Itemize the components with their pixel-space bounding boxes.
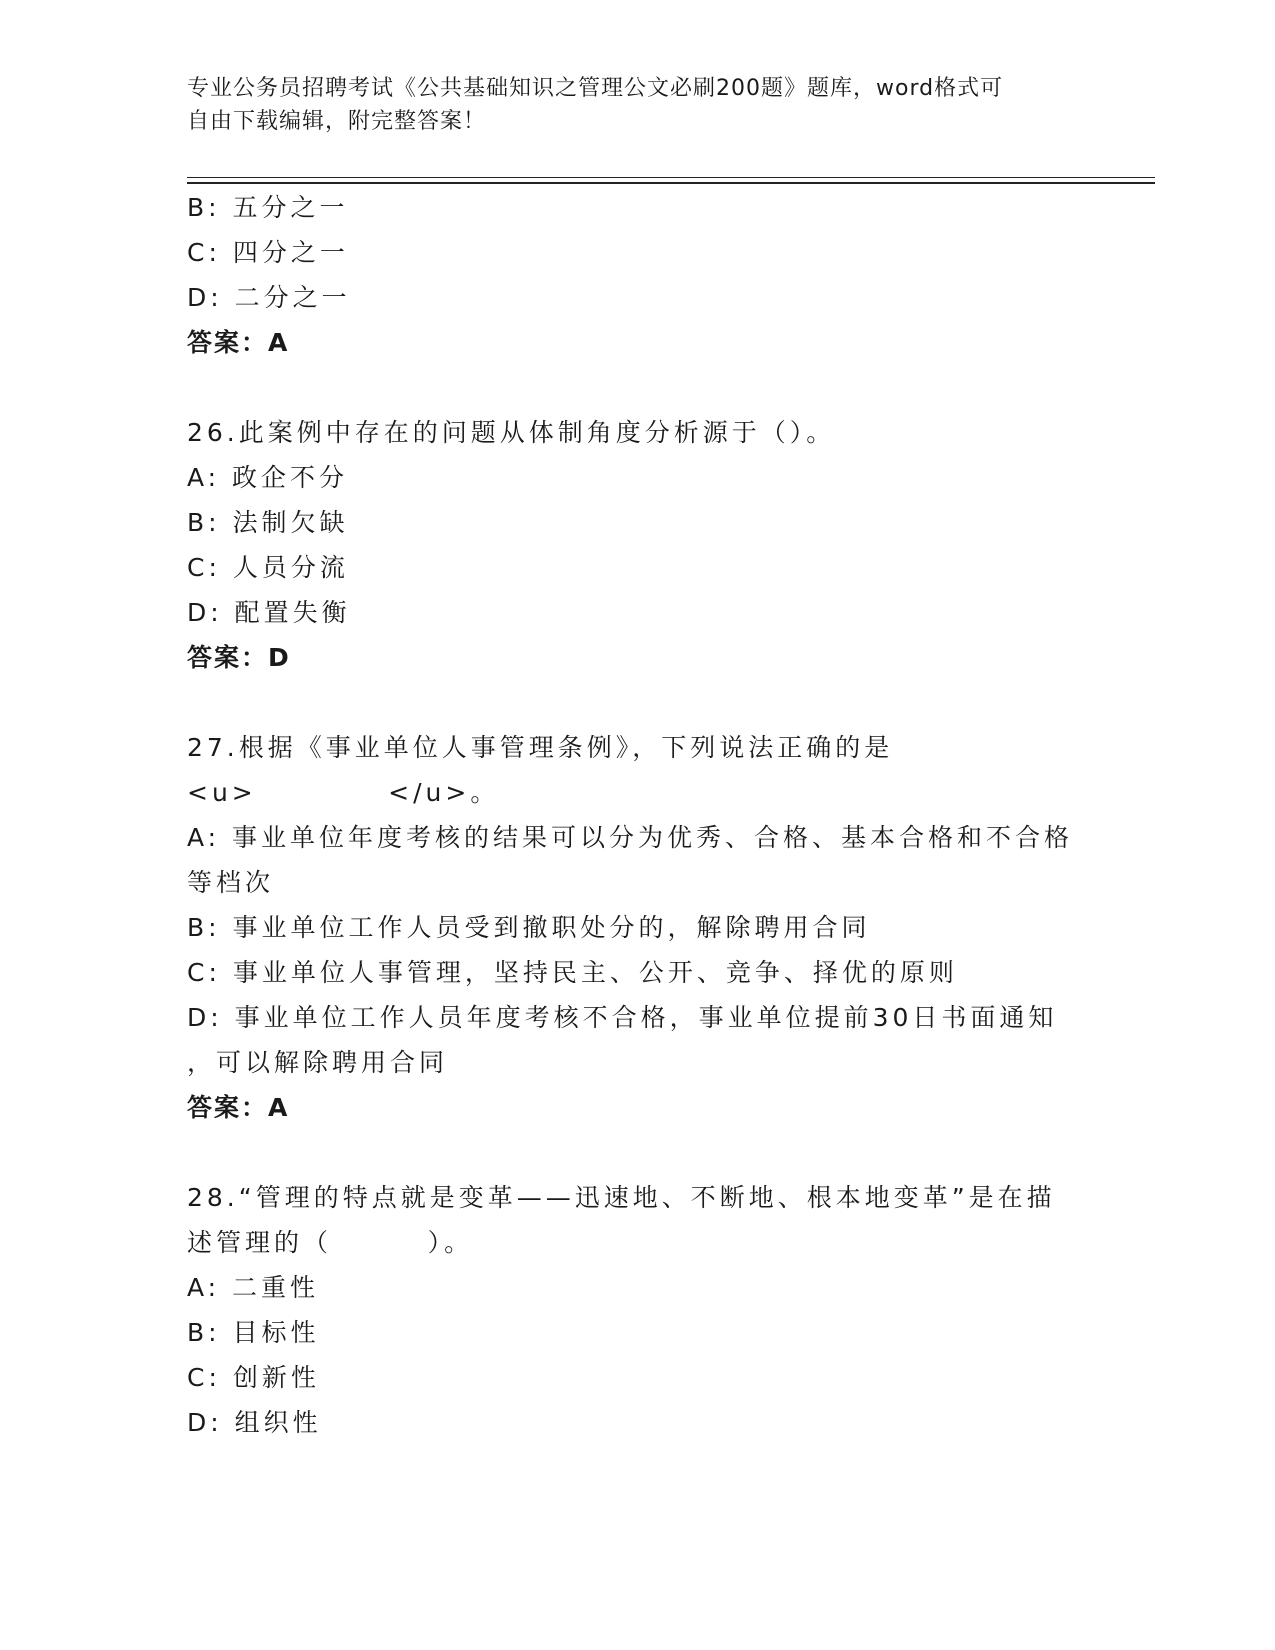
- q27-answer: 答案：A: [187, 1093, 290, 1122]
- q27-option-c: C: 事业单位人事管理，坚持民主、公开、竞争、择优的原则: [187, 958, 958, 987]
- q26-answer: 答案：D: [187, 643, 291, 672]
- q26-option-d: D: 配置失衡: [187, 598, 351, 627]
- q25-option-d: D: 二分之一: [187, 283, 351, 312]
- q27-stem-line-2: <u> </u>。: [187, 778, 500, 807]
- q26-option-a: A: 政企不分: [187, 463, 349, 492]
- header-line-1: 专业公务员招聘考试《公共基础知识之管理公文必刷200题》题库，word格式可: [187, 76, 1004, 101]
- q26-option-b: B: 法制欠缺: [187, 508, 349, 537]
- q28-option-a: A: 二重性: [187, 1273, 320, 1302]
- document-header: [187, 72, 1067, 138]
- q28-stem-line-1: 28.“管理的特点就是变革——迅速地、不断地、根本地变革”是在描: [187, 1183, 1056, 1212]
- header-divider-thick: [187, 182, 1155, 184]
- q25-answer: 答案：A: [187, 328, 290, 357]
- q27-option-d-line-2: ，可以解除聘用合同: [187, 1048, 449, 1077]
- q27-option-b: B: 事业单位工作人员受到撤职处分的，解除聘用合同: [187, 913, 871, 942]
- q27-option-d-line-1: D: 事业单位工作人员年度考核不合格，事业单位提前30日书面通知: [187, 1003, 1058, 1032]
- q28-option-c: C: 创新性: [187, 1363, 320, 1392]
- header-line-2: 自由下载编辑，附完整答案！: [187, 109, 487, 134]
- q27-option-a-line-2: 等档次: [187, 868, 275, 897]
- q27-option-a-line-1: A: 事业单位年度考核的结果可以分为优秀、合格、基本合格和不合格: [187, 823, 1074, 852]
- q25-option-c: C: 四分之一: [187, 238, 349, 267]
- q27-stem-line-1: 27.根据《事业单位人事管理条例》，下列说法正确的是: [187, 733, 894, 762]
- q26-option-c: C: 人员分流: [187, 553, 349, 582]
- q28-stem-line-2: 述管理的（ ）。: [187, 1228, 474, 1257]
- q25-option-b: B: 五分之一: [187, 193, 349, 222]
- header-divider-thin: [187, 177, 1155, 178]
- q26-stem: 26.此案例中存在的问题从体制角度分析源于（）。: [187, 418, 836, 447]
- q28-option-d: D: 组织性: [187, 1408, 322, 1437]
- q28-option-b: B: 目标性: [187, 1318, 320, 1347]
